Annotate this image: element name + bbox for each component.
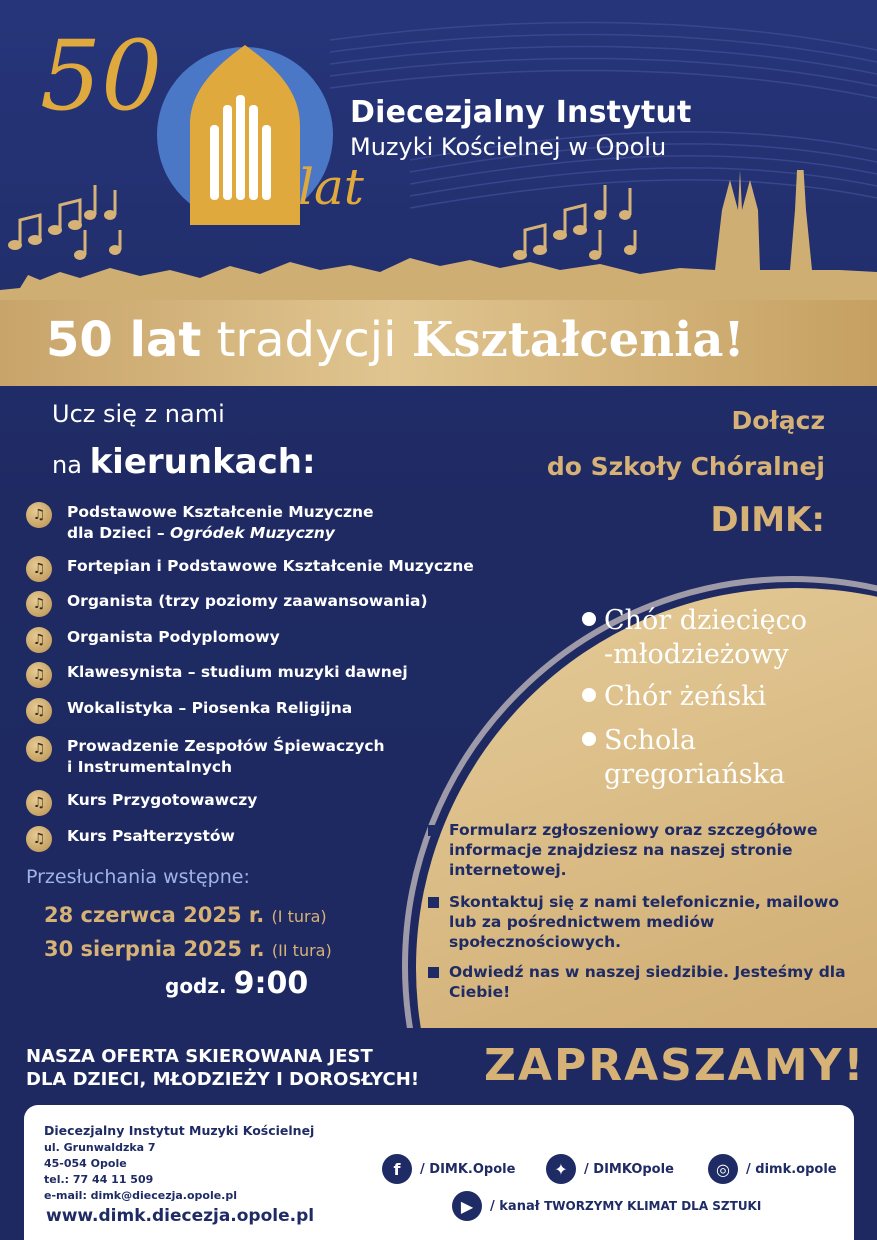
courses-intro: Ucz się z nami xyxy=(52,400,225,428)
music-note-icon: ♫ xyxy=(26,736,52,762)
institute-subtitle: Muzyki Kościelnej w Opolu xyxy=(350,133,667,161)
course-item xyxy=(26,556,496,582)
audition-date: 28 czerwca 2025 r. xyxy=(44,903,265,927)
instagram-handle: / dimk.opole xyxy=(746,1161,837,1177)
choir-item xyxy=(582,680,766,714)
banner-part1: 50 lat xyxy=(46,312,202,368)
info-text: Odwiedź nas w naszej siedzibie. Jesteśmy dla Ciebie! xyxy=(449,963,846,1001)
courses-intro-prefix: na xyxy=(52,451,82,479)
instagram-link[interactable] xyxy=(708,1154,837,1184)
footer-city: 45-054 Opole xyxy=(44,1157,127,1170)
info-item xyxy=(428,892,848,952)
course-line: Kurs Przygotowawczy xyxy=(67,791,258,809)
twitter-link[interactable] xyxy=(546,1154,674,1184)
course-line-italic: Ogródek Muzyczny xyxy=(170,524,335,542)
banner-part3: Kształcenia! xyxy=(411,312,745,368)
bullet-icon xyxy=(582,732,596,746)
square-bullet-icon xyxy=(428,897,439,908)
square-bullet-icon xyxy=(428,967,439,978)
offer-line2: DLA DZIECI, MŁODZIEŻY I DOROSŁYCH! xyxy=(26,1069,420,1090)
audition-date-2 xyxy=(44,937,332,961)
join-line2: do Szkoły Chóralnej xyxy=(546,452,825,481)
courses-intro-2 xyxy=(52,442,316,482)
facebook-handle: / DIMK.Opole xyxy=(420,1161,516,1177)
courses-intro-bold: kierunkach: xyxy=(89,442,316,482)
course-item xyxy=(26,662,496,688)
course-item xyxy=(26,502,496,544)
facebook-icon: f xyxy=(382,1154,412,1184)
course-item xyxy=(26,627,496,653)
choir-line: Chór dziecięco xyxy=(604,605,808,636)
footer-phone: tel.: 77 44 11 509 xyxy=(44,1173,154,1186)
choir-line: gregoriańska xyxy=(604,759,786,790)
youtube-prefix: / kanał xyxy=(490,1198,540,1214)
music-note-icon: ♫ xyxy=(26,556,52,582)
course-line: Prowadzenie Zespołów Śpiewaczych xyxy=(67,737,385,755)
music-note-icon: ♫ xyxy=(26,591,52,617)
course-line: Klawesynista – studium muzyki dawnej xyxy=(67,663,408,681)
audition-tour: (II tura) xyxy=(271,941,332,960)
info-text: Formularz zgłoszeniowy oraz szczegółowe informacje znajdziesz na naszej stronie internetowej. xyxy=(449,821,818,879)
join-line3: DIMK: xyxy=(710,500,825,540)
course-item xyxy=(26,591,496,617)
twitter-icon: ✦ xyxy=(546,1154,576,1184)
music-note-icon: ♫ xyxy=(26,627,52,653)
course-line: dla Dzieci – xyxy=(67,524,171,542)
join-line1: Dołącz xyxy=(731,406,825,435)
choir-line: Schola xyxy=(604,725,696,756)
footer-name: Diecezjalny Instytut Muzyki Kościelnej xyxy=(44,1123,315,1138)
audition-tour: (I tura) xyxy=(271,907,327,926)
music-note-icon: ♫ xyxy=(26,826,52,852)
auditions-heading: Przesłuchania wstępne: xyxy=(26,866,250,888)
music-note-icon: ♫ xyxy=(26,790,52,816)
youtube-icon: ▶ xyxy=(452,1191,482,1221)
music-note-icon: ♫ xyxy=(26,662,52,688)
info-item xyxy=(428,820,848,880)
course-line: Organista Podyplomowy xyxy=(67,628,280,646)
course-line: Kurs Psałterzystów xyxy=(67,827,235,845)
course-line: i Instrumentalnych xyxy=(67,758,233,776)
course-item xyxy=(26,736,496,778)
audition-date: 30 sierpnia 2025 r. xyxy=(44,937,265,961)
choir-item xyxy=(582,604,807,672)
audition-hour xyxy=(165,966,308,1001)
city-skyline-icon xyxy=(0,170,877,305)
youtube-name: TWORZYMY KLIMAT DLA SZTUKI xyxy=(544,1198,762,1213)
banner-part2: tradycji xyxy=(216,312,397,368)
choir-item xyxy=(582,724,785,792)
course-item xyxy=(26,790,496,816)
course-item xyxy=(26,826,496,852)
footer-street: ul. Grunwaldzka 7 xyxy=(44,1141,156,1154)
youtube-label xyxy=(490,1199,761,1214)
course-line: Podstawowe Kształcenie Muzyczne xyxy=(67,503,374,521)
offer-text xyxy=(26,1045,419,1091)
music-note-icon: ♫ xyxy=(26,502,52,528)
institute-title: Diecezjalny Instytut xyxy=(350,95,692,130)
info-text: Skontaktuj się z nami telefonicznie, mailowo lub za pośrednictwem mediów społecznościowych. xyxy=(449,893,839,951)
offer-line1: NASZA OFERTA SKIEROWANA JEST xyxy=(26,1046,373,1067)
choir-line: -młodzieżowy xyxy=(604,639,789,670)
facebook-link[interactable] xyxy=(382,1154,515,1184)
footer-email[interactable]: e-mail: dimk@diecezja.opole.pl xyxy=(44,1189,238,1202)
banner-title xyxy=(46,312,745,368)
youtube-link[interactable] xyxy=(452,1191,761,1221)
instagram-icon: ◎ xyxy=(708,1154,738,1184)
hour-label: godz. xyxy=(165,974,227,998)
course-line: Organista (trzy poziomy zaawansowania) xyxy=(67,592,428,610)
logo-lat: lat xyxy=(298,158,364,216)
music-note-icon: ♫ xyxy=(26,698,52,724)
footer-website[interactable]: www.dimk.diecezja.opole.pl xyxy=(46,1206,315,1226)
course-line: Wokalistyka – Piosenka Religijna xyxy=(67,699,353,717)
bullet-icon xyxy=(582,612,596,626)
logo-fifty: 50 xyxy=(40,20,163,132)
invite-text: ZAPRASZAMY! xyxy=(484,1040,866,1091)
hour-value: 9:00 xyxy=(233,966,309,1001)
course-line: Fortepian i Podstawowe Kształcenie Muzyczne xyxy=(67,557,474,575)
course-item xyxy=(26,698,496,724)
bullet-icon xyxy=(582,688,596,702)
audition-date-1 xyxy=(44,903,327,927)
info-item xyxy=(428,962,848,1002)
square-bullet-icon xyxy=(428,825,439,836)
twitter-handle: / DIMKOpole xyxy=(584,1161,674,1177)
choir-line: Chór żeński xyxy=(604,681,767,712)
